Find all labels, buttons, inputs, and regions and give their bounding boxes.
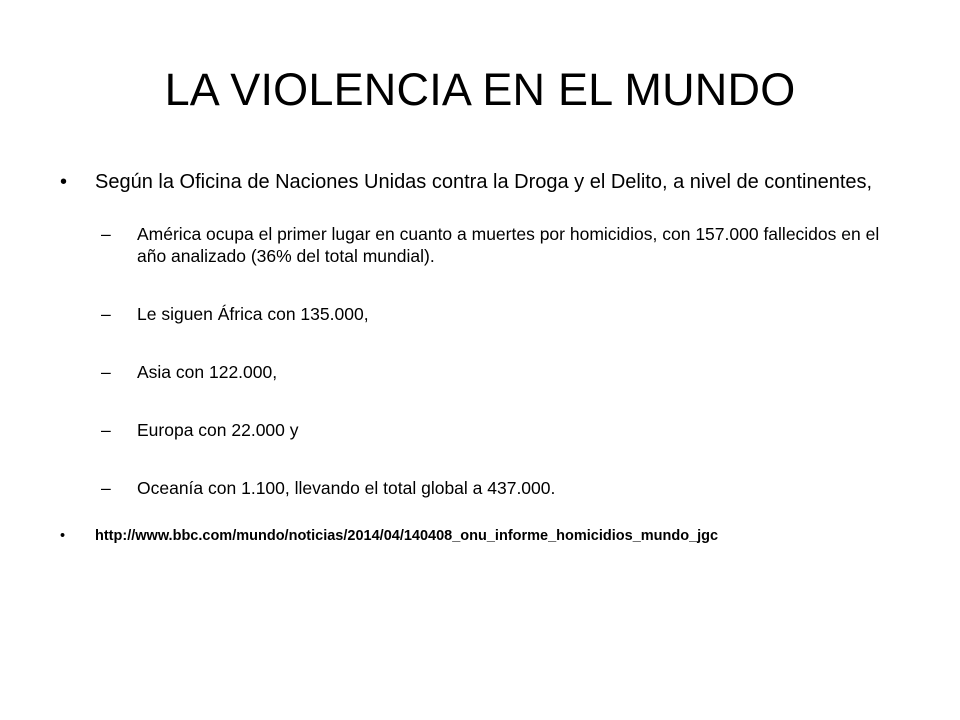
- list-item-text: Le siguen África con 135.000,: [137, 304, 369, 324]
- dash-icon: –: [101, 224, 111, 244]
- source-link[interactable]: http://www.bbc.com/mundo/noticias/2014/04/140408_onu_informe_homicidios_mundo_jgc: [95, 528, 719, 544]
- list-item-text: Asia con 122.000,: [137, 362, 278, 382]
- slide-body: [60, 170, 900, 546]
- dash-icon: –: [101, 362, 111, 382]
- dash-icon: –: [101, 420, 111, 440]
- intro-bullet: [60, 170, 900, 195]
- list-item-text: Europa con 22.000 y: [137, 420, 299, 440]
- list-item-america: [60, 223, 900, 267]
- list-item-text: América ocupa el primer lugar en cuanto a muertes por homicidios, con 157.000 fallecidos en el año analizado (36% del total mundial).: [137, 224, 880, 266]
- slide-title: LA VIOLENCIA EN EL MUNDO: [164, 64, 796, 115]
- list-item-europa: [60, 419, 900, 441]
- list-item-africa: [60, 303, 900, 325]
- list-item-oceania: [60, 477, 900, 499]
- intro-text: Según la Oficina de Naciones Unidas contra la Droga y el Delito, a nivel de continentes,: [95, 171, 873, 193]
- bullet-icon: •: [60, 171, 68, 193]
- dash-icon: –: [101, 304, 111, 324]
- source-bullet: [60, 527, 900, 546]
- list-item-asia: [60, 361, 900, 383]
- dash-icon: –: [101, 478, 111, 498]
- bullet-icon: •: [60, 528, 66, 544]
- list-item-text: Oceanía con 1.100, llevando el total global a 437.000.: [137, 478, 556, 498]
